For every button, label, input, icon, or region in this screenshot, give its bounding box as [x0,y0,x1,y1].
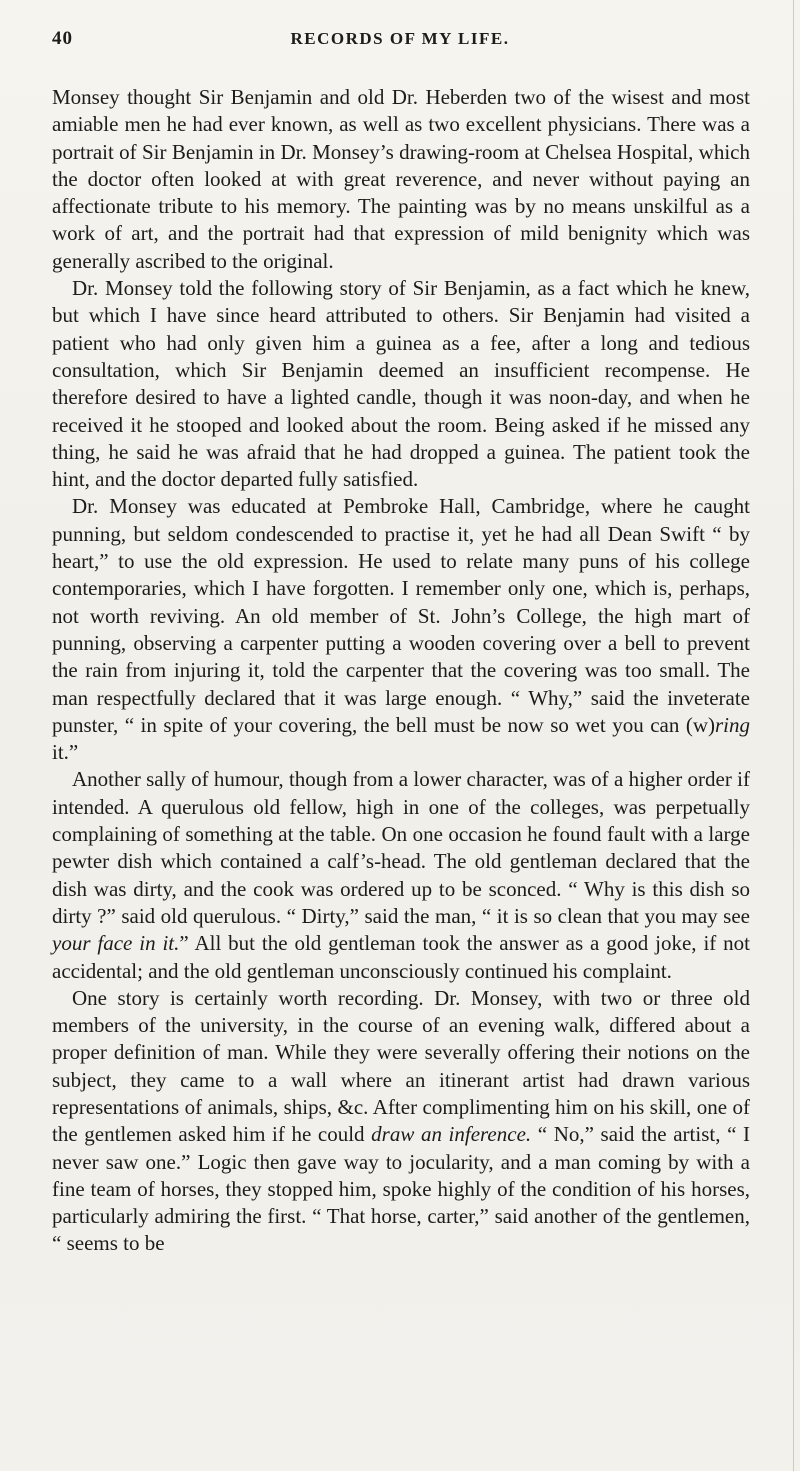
paragraph [52,84,750,275]
body-text [52,84,750,1258]
text-run: One story is certainly worth recording. Dr. Monsey, with two or three old members of the university, in the course of an evening walk, differed about a proper definition of man. While they were severally offering their notions on the subject, they came to a wall where an itinerant artist had drawn various representations of animals, ships, &c. After complimenting him on his skill, one of the gentlemen asked him if he could [52,985,750,1147]
text-run: Another sally of humour, though from a lower character, was of a higher order if intended. A querulous old fellow, high in one of the colleges, was perpetually complaining of something at the table. On one occasion he found fault with a large pewter dish which contained a calf’s-head. The old gentleman declared that the dish was dirty, and the cook was ordered up to be sconced. “ Why is this dish so dirty ?” said old querulous. “ Dirty,” said the man, “ it is so clean that you may see [52,767,750,928]
text-run: ” All but the old gentleman took the answer as a good joke, if not accidental; and the old gentleman unconsciously continued his complaint. [52,931,750,983]
paragraph [52,766,750,984]
italic-text: draw an inference. [371,1122,532,1147]
paragraph [52,493,750,766]
page-number: 40 [52,28,73,49]
text-run: Dr. Monsey told the following story of Sir Benjamin, as a fact which he knew, but which I have since heard attributed to others. Sir Benjamin had visited a patient who had only given him a guinea as a fee, after a long and tedious consultation, which Sir Benjamin deemed an insufficient recompense. He therefore desired to have a lighted candle, though it was noon-day, and when he received it he stooped and looked about the room. Being asked if he missed any thing, he said he was afraid that he had dropped a guinea. The patient took the hint, and the doctor departed fully satisfied. [52,276,750,492]
text-run: Monsey thought Sir Benjamin and old Dr. Heberden two of the wisest and most amiable men he had ever known, as well as two excellent physicians. There was a portrait of Sir Benjamin in Dr. Monsey’s drawing-room at Chelsea Hospital, which the doctor often looked at with great reverence, and never without paying an affectionate tribute to his memory. The painting was by no means unskilful as a work of art, and the portrait had that expression of mild benignity which was generally ascribed to the original. [52,85,750,273]
page-edge [793,0,794,1471]
paragraph [52,275,750,493]
italic-text: ring [714,712,750,737]
text-run: Dr. Monsey was educated at Pembroke Hall, Cambridge, where he caught punning, but seldom condescended to practise it, yet he had all Dean Swift “ by heart,” to use the old expression. He used to relate many puns of his college contemporaries, which I have forgotten. I remember only one, which is, perhaps, not worth reviving. An old member of St. John’s College, the high mart of punning, observing a carpenter putting a wooden covering over a bell to prevent the rain from injuring it, told the carpenter that the covering was too small. The man respectfully declared that it was large enough. “ Why,” said the inveterate punster, “ in spite of your covering, the bell must be now so wet you can (w) [52,494,750,737]
page-header [52,28,748,68]
running-head: RECORDS OF MY LIFE. [290,29,510,48]
paragraph [52,985,750,1258]
text-run: it.” [52,740,79,765]
text-run: “ No,” said the artist, “ I never saw one.” Logic then gave way to jocularity, and a man coming by with a fine team of horses, they stopped him, spoke highly of the condition of his horses, particularly admiring the first. “ That horse, carter,” said another of the gentlemen, “ seems to be [52,1122,750,1256]
italic-text: your face in it. [52,931,180,956]
